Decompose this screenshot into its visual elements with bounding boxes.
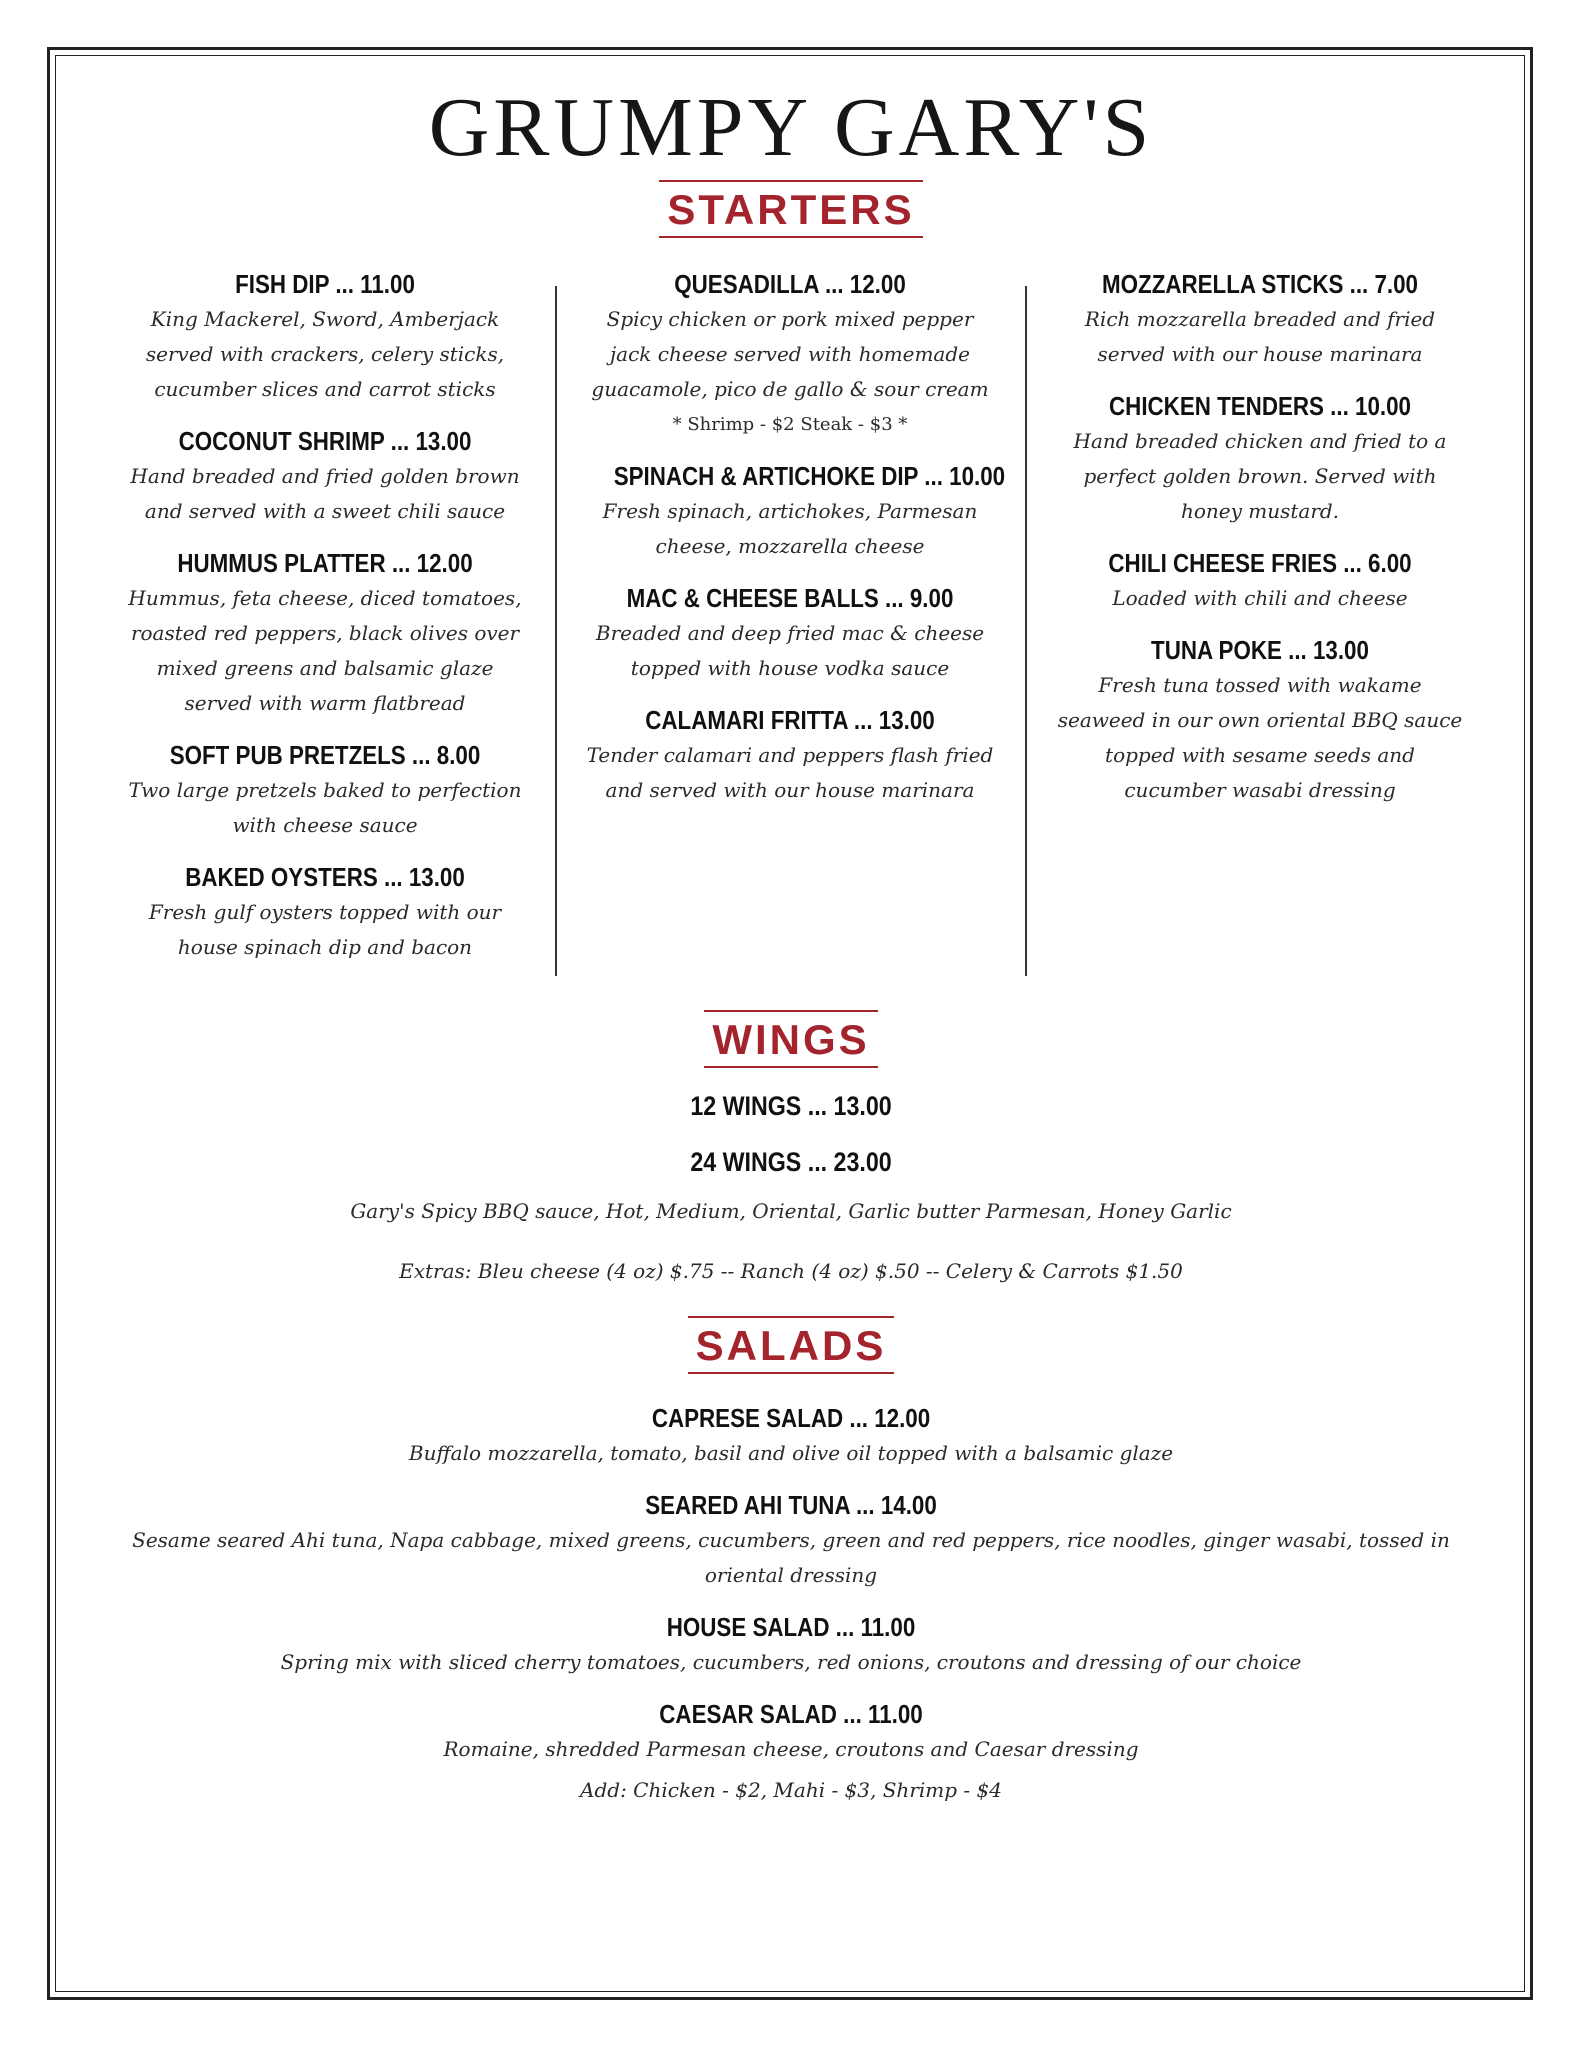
wings-extras: Extras: Bleu cheese (4 oz) $.75 -- Ranch (4 oz) $.50 -- Celery & Carrots $1.50 bbox=[399, 1259, 1183, 1283]
item-name: SOFT PUB PRETZELS ... 8.00 bbox=[169, 740, 481, 770]
item-name: COCONUT SHRIMP ... 13.00 bbox=[178, 426, 472, 456]
salads-section bbox=[120, 1400, 1462, 1807]
item-description: Sesame seared Ahi tuna, Napa cabbage, mixed greens, cucumbers, green and red peppers, rice noodles, ginger wasabi, tossed in oriental dressing bbox=[132, 1528, 1450, 1587]
item-description: Hummus, feta cheese, diced tomatoes, roasted red peppers, black olives over mixed greens and balsamic glaze served with warm flatbread bbox=[128, 586, 522, 715]
menu-item bbox=[120, 1696, 1462, 1767]
menu-item bbox=[585, 702, 995, 808]
item-description: Tender calamari and peppers flash fried and served with our house marinara bbox=[586, 743, 994, 802]
item-upgrade-options: * Shrimp - $2 Steak - $3 * bbox=[672, 414, 908, 435]
salads-heading: SALADS bbox=[688, 1316, 895, 1374]
item-description: Hand breaded and fried golden brown and served with a sweet chili sauce bbox=[130, 464, 520, 523]
item-description: Rich mozzarella breaded and fried served with our house marinara bbox=[1084, 307, 1436, 366]
item-name: CAPRESE SALAD ... 12.00 bbox=[651, 1403, 931, 1433]
item-description: Romaine, shredded Parmesan cheese, croutons and Caesar dressing bbox=[443, 1737, 1139, 1761]
item-name: CHICKEN TENDERS ... 10.00 bbox=[1109, 391, 1411, 421]
wings-section bbox=[120, 1086, 1462, 1288]
item-description: Fresh tuna tossed with wakame seaweed in our own oriental BBQ sauce topped with sesame seeds and cucumber wasabi dressing bbox=[1057, 673, 1463, 802]
menu-item bbox=[585, 266, 995, 442]
item-description: Spring mix with sliced cherry tomatoes, cucumbers, red onions, croutons and dressing of our choice bbox=[280, 1650, 1302, 1674]
menu-item bbox=[120, 1400, 1462, 1471]
menu-item bbox=[125, 423, 525, 529]
menu-item bbox=[585, 458, 1006, 564]
menu-item bbox=[1055, 266, 1465, 372]
item-name: HOUSE SALAD ... 11.00 bbox=[666, 1612, 916, 1642]
menu-item bbox=[1055, 632, 1465, 808]
item-name: BAKED OYSTERS ... 13.00 bbox=[185, 862, 465, 892]
wings-heading-wrap bbox=[0, 1010, 1582, 1068]
item-name: SPINACH & ARTICHOKE DIP ... 10.00 bbox=[613, 461, 1006, 491]
item-description: Breaded and deep fried mac & cheese topped with house vodka sauce bbox=[595, 621, 985, 680]
salads-heading-wrap bbox=[0, 1316, 1582, 1374]
item-description: Fresh gulf oysters topped with our house spinach dip and bacon bbox=[148, 900, 502, 959]
item-name: TUNA POKE ... 13.00 bbox=[1151, 635, 1369, 665]
wings-sauces: Gary's Spicy BBQ sauce, Hot, Medium, Oriental, Garlic butter Parmesan, Honey Garlic bbox=[350, 1199, 1232, 1223]
item-description: Two large pretzels baked to perfection with cheese sauce bbox=[128, 778, 522, 837]
item-description: Spicy chicken or pork mixed pepper jack cheese served with homemade guacamole, pico de gallo & sour cream bbox=[591, 307, 989, 401]
item-name: CALAMARI FRITTA ... 13.00 bbox=[645, 705, 935, 735]
starters-column-3 bbox=[1055, 266, 1465, 824]
item-description: Fresh spinach, artichokes, Parmesan cheese, mozzarella cheese bbox=[602, 499, 978, 558]
wings-item: 24 WINGS ... 23.00 bbox=[690, 1147, 892, 1177]
starters-heading: STARTERS bbox=[659, 180, 922, 238]
menu-item bbox=[125, 859, 525, 965]
menu-item bbox=[1055, 545, 1465, 616]
wings-item: 12 WINGS ... 13.00 bbox=[690, 1091, 892, 1121]
item-name: HUMMUS PLATTER ... 12.00 bbox=[177, 548, 473, 578]
menu-item bbox=[585, 580, 995, 686]
salad-add-ons: Add: Chicken - $2, Mahi - $3, Shrimp - $4 bbox=[580, 1778, 1002, 1802]
item-name: CHILI CHEESE FRIES ... 6.00 bbox=[1108, 548, 1412, 578]
menu-item bbox=[120, 1609, 1462, 1680]
item-name: QUESADILLA ... 12.00 bbox=[674, 269, 906, 299]
item-name: CAESAR SALAD ... 11.00 bbox=[659, 1699, 923, 1729]
item-name: MAC & CHEESE BALLS ... 9.00 bbox=[626, 583, 954, 613]
menu-item bbox=[1055, 388, 1465, 529]
menu-item bbox=[125, 737, 525, 843]
item-name: FISH DIP ... 11.00 bbox=[235, 269, 415, 299]
restaurant-title: GRUMPY GARY'S bbox=[428, 81, 1154, 174]
item-name: MOZZARELLA STICKS ... 7.00 bbox=[1102, 269, 1418, 299]
item-name: SEARED AHI TUNA ... 14.00 bbox=[645, 1490, 937, 1520]
menu-item bbox=[125, 545, 525, 721]
starters-column-1 bbox=[125, 266, 525, 981]
starters-column-2 bbox=[585, 266, 1006, 824]
column-divider bbox=[1025, 286, 1027, 976]
item-description: Hand breaded chicken and fried to a perfect golden brown. Served with honey mustard. bbox=[1073, 429, 1447, 523]
menu-item bbox=[125, 266, 525, 407]
item-description: King Mackerel, Sword, Amberjack served with crackers, celery sticks, cucumber slices and carrot sticks bbox=[145, 307, 505, 401]
wings-heading: WINGS bbox=[704, 1010, 877, 1068]
item-description: Buffalo mozzarella, tomato, basil and olive oil topped with a balsamic glaze bbox=[408, 1441, 1174, 1465]
column-divider bbox=[555, 286, 557, 976]
menu-item bbox=[120, 1487, 1462, 1593]
item-description: Loaded with chili and cheese bbox=[1112, 586, 1408, 610]
starters-heading-wrap bbox=[0, 180, 1582, 238]
